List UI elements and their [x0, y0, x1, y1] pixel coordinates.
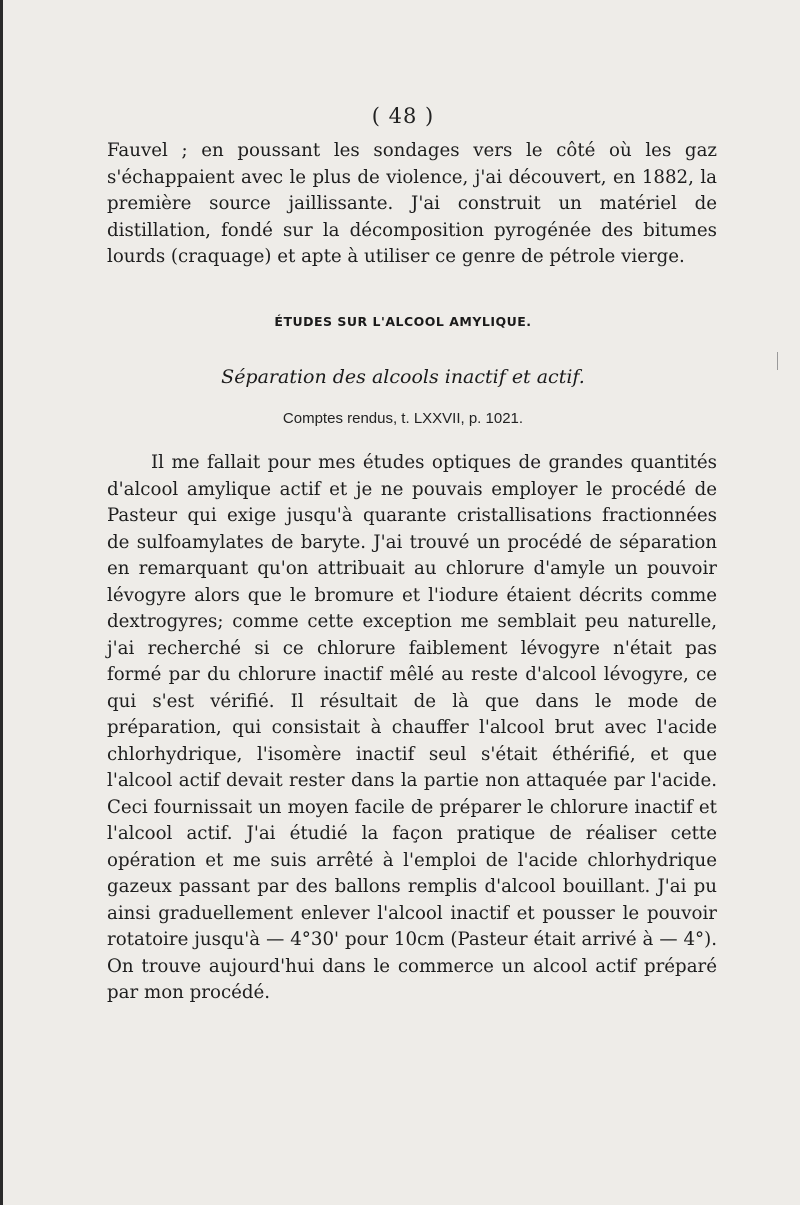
margin-mark — [777, 352, 778, 370]
section-reference: Comptes rendus, t. LXXVII, p. 1021. — [282, 410, 524, 427]
section-heading: ÉTUDES SUR L'ALCOOL AMYLIQUE. — [274, 314, 532, 329]
document-page — [3, 0, 800, 1205]
section-subtitle: Séparation des alcools inactif et actif. — [221, 366, 585, 388]
section-body-paragraph: Il me fallait pour mes études optiques de grandes quantités d'alcool amylique actif et je ne pouvais employer le procédé de Pasteur qui exige jusqu'à quarante cristallisations fractionnées de sulfoamylates de baryte. J'ai trouvé un procédé de séparation en remarquant qu'on attribuait au chlorure d'amyle un pouvoir lévogyre alors que le bromure et l'iodure étaient décrits comme dextrogyres; comme cette exception me semblait peu naturelle, j'ai recherché si ce chlorure faiblement lévogyre n'était pas formé par du chlorure inactif mêlé au reste d'alcool lévogyre, ce qui s'est vérifié. Il résultait de là que dans le mode de préparation, qui consistait à chauffer l'alcool brut avec l'acide chlorhydrique, l'isomère inactif seul s'était éthérifié, et que l'alcool actif devait rester dans la partie non attaquée par l'acide. Ceci fournissait un moyen facile de préparer le chlorure inactif et l'alcool actif. J'ai étudié la façon pratique de réaliser cette opération et me suis arrêté à l'emploi de l'acide chlorhydrique gazeux passant par des ballons remplis d'alcool bouillant. J'ai pu ainsi graduellement enlever l'alcool inactif et pousser le pouvoir rotatoire jusqu'à — 4°30' pour 10cm (Pasteur était arrivé à — 4°). On trouve aujourd'hui dans le commerce un alcool actif préparé par mon procédé. — [107, 452, 717, 1003]
page-number: ( 48 ) — [371, 104, 435, 128]
intro-paragraph: Fauvel ; en poussant les sondages vers le côté où les gaz s'échappaient avec le plus de violence, j'ai découvert, en 1882, la première source jaillissante. J'ai construit un matériel de distillation, fondé sur la décomposition pyrogénée des bitumes lourds (craquage) et apte à utiliser ce genre de pétrole vierge. — [107, 140, 717, 267]
